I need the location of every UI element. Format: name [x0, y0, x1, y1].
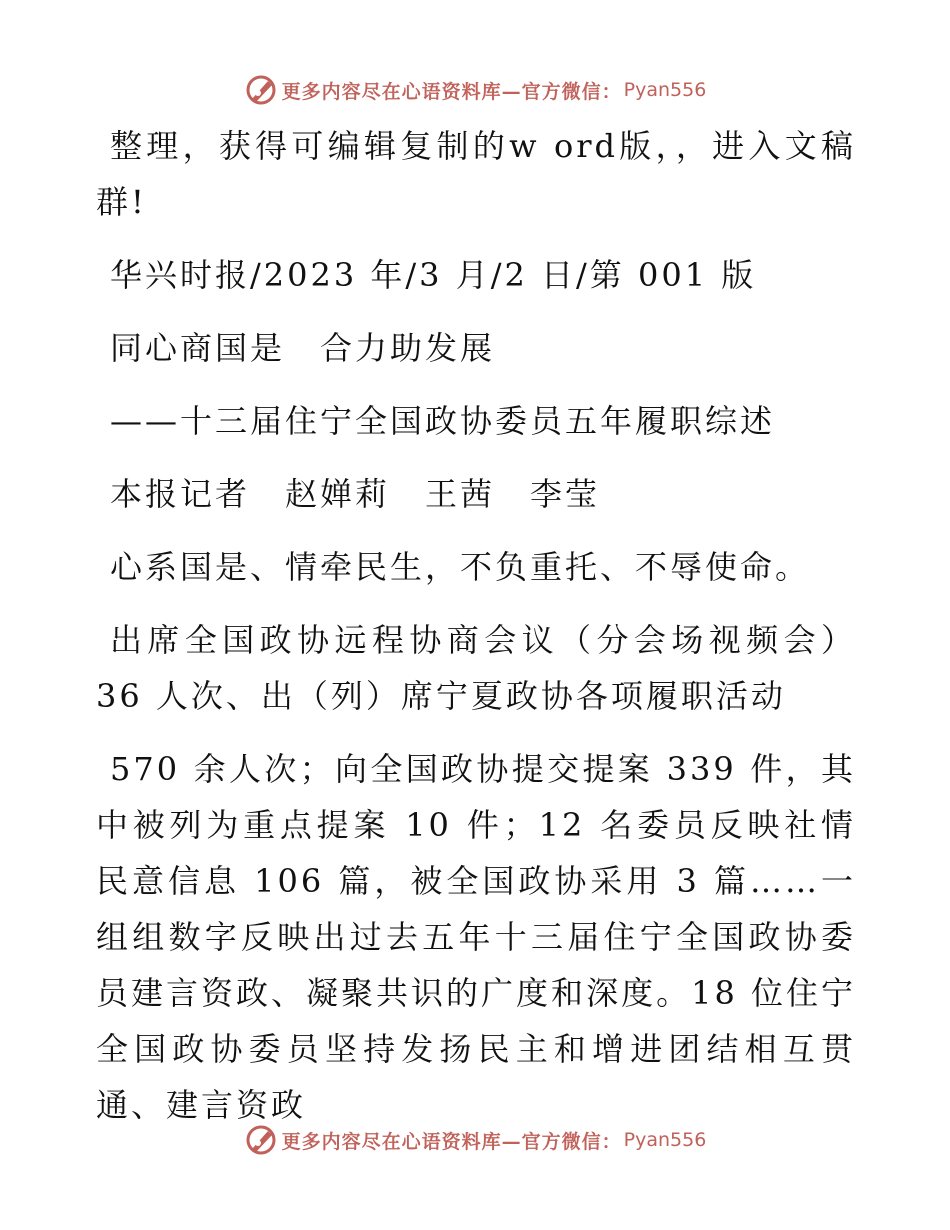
paragraph-body-2: 570 余人次；向全国政协提交提案 339 件，其中被列为重点提案 10 件；12 名委员反映社情民意信息 106 篇，被全国政协采用 3 篇……一组组数字反映出过去五年十三届住宁全国政协委员建言资政、凝聚共识的广度和深度。18 位住宁全国政协委员坚持发扬民主和增进团结相互贯通、建言资政: [96, 750, 856, 1124]
paragraph-byline: 本报记者 赵婵莉 王茜 李莹: [110, 475, 601, 513]
paragraph-body-1: 出席全国政协远程协商会议（分会场视频会）36 人次、出（列）席宁夏政协各项履职活动: [96, 621, 856, 715]
banner-wechat-id: Pyan556: [623, 79, 707, 101]
pen-logo-icon: [244, 73, 278, 107]
banner-text: 更多内容尽在心语资料库—官方微信：: [281, 1130, 622, 1153]
header-watermark: [0, 70, 950, 110]
paragraph-source: 华兴时报/2023 年/3 月/2 日/第 001 版: [110, 256, 757, 294]
banner-text: 更多内容尽在心语资料库—官方微信：: [281, 80, 622, 103]
banner-wechat-id: Pyan556: [623, 1129, 707, 1151]
paragraph-subtitle: ——十三届住宁全国政协委员五年履职综述: [110, 402, 776, 440]
paragraph-intro: 整理，获得可编辑复制的w ord版，，进入文稿群!: [96, 127, 856, 221]
document-body: [96, 118, 856, 1133]
footer-watermark: [0, 1120, 950, 1160]
paragraph-lead: 心系国是、情牵民生，不负重托、不辱使命。: [110, 548, 811, 586]
paragraph-title: 同心商国是 合力助发展: [110, 329, 496, 367]
pen-logo-icon: [244, 1123, 278, 1157]
